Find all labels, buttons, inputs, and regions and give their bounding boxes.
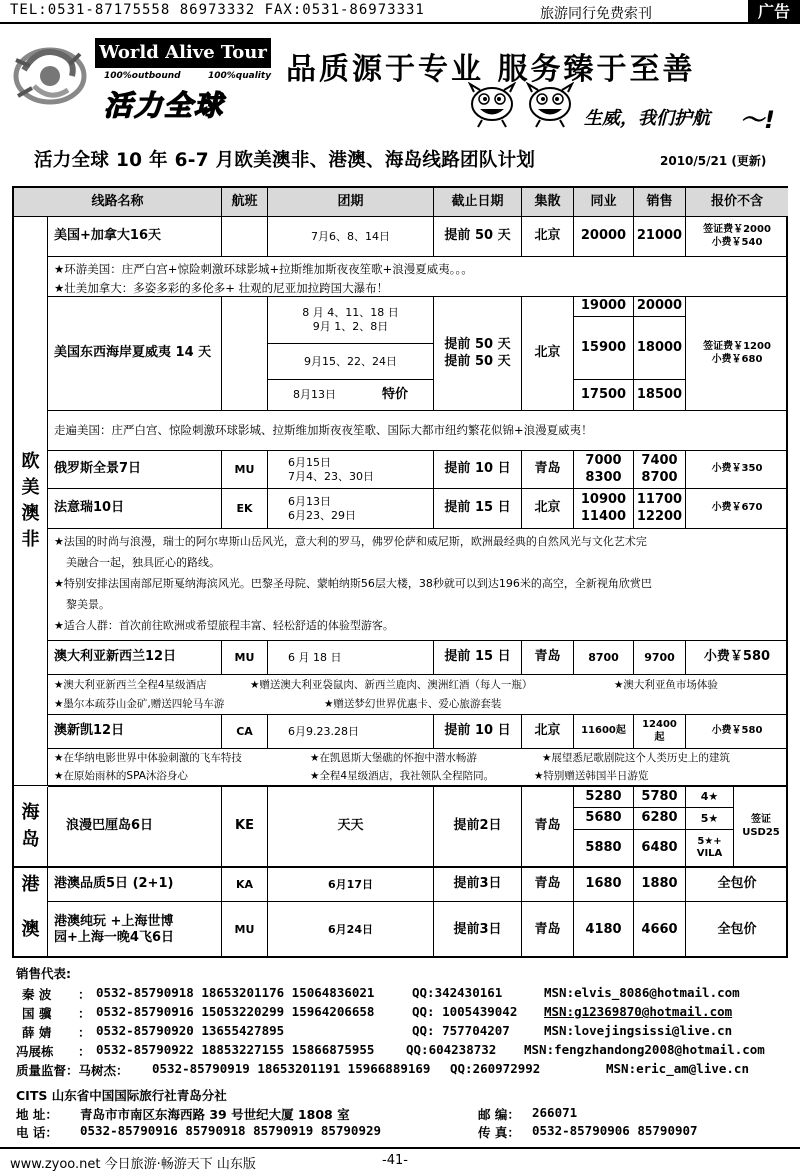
footer-website[interactable]: www.zyoo.net 今日旅游·畅游天下 山东版 <box>10 1157 256 1171</box>
main-slogan: 品质源于专业 服务臻于至善 <box>286 52 696 87</box>
contact-qq: QQ: 757704207 <box>412 1023 510 1038</box>
highlight-line <box>54 676 782 695</box>
route-peer-price: 1680 <box>574 868 634 902</box>
route-peer-price: 5680 <box>574 808 634 830</box>
special-price-tag: 特价 <box>381 386 408 402</box>
contact-name: 国 骥 <box>22 1006 52 1021</box>
supervisor-phones: 0532-85790919 18653201191 15966889169 <box>152 1061 431 1076</box>
route-exclusions: 签证 USD25 <box>734 787 788 868</box>
route-sale-price: 1880 <box>634 868 686 902</box>
route-exclusions: 签证费￥2000 小费￥540 <box>686 217 788 257</box>
route-highlights <box>48 749 788 787</box>
route-city: 北京 <box>522 715 574 749</box>
special-date: 8月13日 <box>292 388 336 402</box>
tiger-mascot-icon <box>524 82 576 128</box>
highlight-line <box>54 695 782 714</box>
route-city: 青岛 <box>522 787 574 868</box>
route-dates: 6月9.23.28日 <box>268 715 434 749</box>
region-island: 海 岛 <box>14 787 48 868</box>
contact-phone-sep: ： <box>78 987 91 1002</box>
tour-table <box>12 186 788 958</box>
logo-tagline-quality: 100%quality <box>208 71 272 81</box>
ad-badge: 广告 <box>748 0 800 24</box>
header-city: 集散 <box>522 188 574 217</box>
route-deadline: 提前2日 <box>434 787 522 868</box>
contact-name: 冯展栋 <box>16 1044 54 1059</box>
highlight-line <box>54 767 782 785</box>
route-flight: KA <box>222 868 268 902</box>
tiger-mascot-icon <box>466 82 518 128</box>
route-deadline: 提前 10 日 <box>434 715 522 749</box>
contact-qq: QQ:342430161 <box>412 985 503 1000</box>
route-peer-price: 8700 <box>574 641 634 675</box>
route-name: 港澳品质5日 (2+1) <box>48 868 222 902</box>
plan-date: 2010/5/21 (更新) <box>660 154 767 168</box>
route-highlights <box>48 411 788 451</box>
route-deadline: 提前 50 天 提前 50 天 <box>434 297 522 411</box>
highlight-line: ★壮美加拿大：多姿多彩的多伦多+ 壮观的尼亚加拉跨国大瀑布！ <box>54 281 389 295</box>
route-flight: CA <box>222 715 268 749</box>
route-flight: MU <box>222 902 268 958</box>
hotel-star-level: 4★ <box>686 787 734 808</box>
contact-phones: 0532-85790918 18653201176 15064836021 <box>96 985 375 1000</box>
route-flight: MU <box>222 451 268 489</box>
top-bar <box>0 0 800 24</box>
hotel-star-level: 5★ <box>686 808 734 830</box>
route-highlights <box>48 529 788 641</box>
company-logo-icon <box>10 40 90 110</box>
header-sale-price: 销售 <box>634 188 686 217</box>
route-name: 美国+加拿大16天 <box>48 217 222 257</box>
route-sale-price: 9700 <box>634 641 686 675</box>
route-city: 青岛 <box>522 868 574 902</box>
highlight-item: ★赠送澳大利亚袋鼠肉、新西兰鹿肉、澳洲红酒（每人一瓶） <box>250 679 533 691</box>
route-dates: 6月17日 <box>268 868 434 902</box>
highlight-item: ★澳大利亚新西兰全程4星级酒店 <box>54 679 207 691</box>
route-peer-price: 7000 8300 <box>574 451 634 489</box>
fax-label: 传 真： <box>478 1125 520 1140</box>
address-value: 青岛市市南区东海西路 39 号世纪大厦 1808 室 <box>80 1107 350 1122</box>
supervisor-qq: QQ:260972992 <box>450 1061 541 1076</box>
route-sale-price: 7400 8700 <box>634 451 686 489</box>
route-sale-price: 18500 <box>634 380 686 411</box>
route-name: 法意瑞10日 <box>48 489 222 529</box>
highlight-item: ★澳大利亚鱼市场体验 <box>614 679 718 691</box>
route-dates: 6 月 18 日 <box>268 641 434 675</box>
contact-msn[interactable]: MSN:elvis_8086@hotmail.com <box>544 985 740 1000</box>
route-exclusions: 小费￥580 <box>686 641 788 675</box>
route-flight <box>222 297 268 411</box>
highlight-item: ★墨尔本疏芬山金矿,赠送四轮马车游 <box>54 698 225 710</box>
route-dates: 6月15日 7月4、23、30日 <box>268 451 434 489</box>
highlight-line: ★适合人群：首次前往欧洲或希望旅程丰富、轻松舒适的体验型游客。 <box>54 619 394 632</box>
route-exclusions: 签证费￥1200 小费￥680 <box>686 297 788 411</box>
phone-row <box>16 1123 786 1142</box>
route-name: 美国东西海岸夏威夷 14 天 <box>48 297 222 411</box>
route-dates-special <box>268 380 434 411</box>
plan-title: 活力全球 10 年 6-7 月欧美澳非、港澳、海岛线路团队计划 <box>34 150 536 171</box>
contact-row <box>16 1004 786 1023</box>
sub-slogan-tilde: ～! <box>740 106 775 134</box>
route-exclusions: 小费￥350 <box>686 451 788 489</box>
contact-phones: 0532-85790916 15053220299 15964206658 <box>96 1004 375 1019</box>
contact-msn[interactable]: MSN:fengzhandong2008@hotmail.com <box>524 1042 765 1057</box>
route-peer-price: 17500 <box>574 380 634 411</box>
route-deadline: 提前3日 <box>434 902 522 958</box>
route-peer-price: 4180 <box>574 902 634 958</box>
supervisor-msn[interactable]: MSN:eric_am@live.cn <box>606 1061 749 1076</box>
region-hkmo: 港 <box>14 868 48 902</box>
route-peer-price: 5280 <box>574 787 634 808</box>
contact-phone-sep: ： <box>78 1006 91 1021</box>
route-peer-price: 5880 <box>574 830 634 868</box>
route-city: 北京 <box>522 297 574 411</box>
route-sale-price: 18000 <box>634 317 686 380</box>
route-name: 澳新凯12日 <box>48 715 222 749</box>
contacts-title: 销售代表: <box>16 966 71 981</box>
route-name: 俄罗斯全景7日 <box>48 451 222 489</box>
highlight-item: ★在凯恩斯大堡礁的怀抱中潜水畅游 <box>310 752 477 764</box>
contact-msn[interactable]: MSN:g12369870@hotmail.com <box>544 1004 733 1019</box>
route-peer-price: 15900 <box>574 317 634 380</box>
route-deadline: 提前 50 天 <box>434 217 522 257</box>
contact-name: 秦 波 <box>22 987 52 1002</box>
sub-slogan: 生威，我们护航 <box>584 108 710 129</box>
bottom-bar <box>0 1147 800 1171</box>
header-flight: 航班 <box>222 188 268 217</box>
route-exclusions: 全包价 <box>686 868 788 902</box>
route-exclusions: 全包价 <box>717 921 757 937</box>
route-dates: 6月13日 6月23、29日 <box>268 489 434 529</box>
highlight-line: 走遍美国：庄严白宫、惊险刺激环球影城、拉斯维加斯夜夜笙歌、国际大都市纽约繁花似锦+浪漫夏威夷！ <box>54 423 593 437</box>
route-exclusions: 小费￥670 <box>686 489 788 529</box>
contact-phones: 0532-85790920 13655427895 <box>96 1023 285 1038</box>
route-flight <box>222 217 268 257</box>
logo-wordmark: World Alive Tour <box>95 38 271 68</box>
highlight-line: ★环游美国：庄严白宫+惊险刺激环球影城+拉斯维加斯夜夜笙歌+浪漫夏威夷。。。 <box>54 262 473 276</box>
route-sale-price: 20000 <box>634 297 686 317</box>
route-highlights <box>48 675 788 715</box>
route-exclusions: 小费￥580 <box>686 715 788 749</box>
route-peer-price: 10900 11400 <box>574 489 634 529</box>
phone-value: 0532-85790916 85790918 85790919 85790929 <box>80 1123 382 1138</box>
route-peer-price: 11600起 <box>574 715 634 749</box>
route-peer-price: 19000 <box>574 297 634 317</box>
address-row <box>16 1105 786 1124</box>
route-sale-price: 5780 <box>634 787 686 808</box>
route-sale-price: 6480 <box>634 830 686 868</box>
route-sale-price: 21000 <box>634 217 686 257</box>
route-deadline: 提前 10 日 <box>434 451 522 489</box>
route-dates: 8 月 4、11、18 日 9月 1、2、8日 <box>268 297 434 344</box>
top-free-magazine: 旅游同行免费索刊 <box>540 6 652 22</box>
route-city: 北京 <box>522 217 574 257</box>
highlight-item: ★展望悉尼歌剧院这个人类历史上的建筑 <box>542 752 730 764</box>
header-route-name: 线路名称 <box>14 188 222 217</box>
route-city: 青岛 <box>522 451 574 489</box>
contact-msn[interactable]: MSN:lovejingsissi@live.cn <box>544 1023 733 1038</box>
route-name: 浪漫巴厘岛6日 <box>48 787 222 868</box>
route-flight: MU <box>222 641 268 675</box>
route-dates: 7月6、8、14日 <box>268 217 434 257</box>
highlight-item: ★赠送梦幻世界优惠卡、爱心旅游套装 <box>324 698 502 710</box>
supervisor-label: 质量监督：马树杰： <box>16 1063 129 1078</box>
region-hkmo: 澳 <box>14 902 48 958</box>
route-peer-price: 20000 <box>574 217 634 257</box>
header-exclusions: 报价不含 <box>686 188 788 217</box>
route-deadline: 提前3日 <box>434 868 522 902</box>
postcode-value: 266071 <box>532 1105 578 1120</box>
contact-qq: QQ: 1005439042 <box>412 1004 518 1019</box>
contact-row <box>16 1023 786 1042</box>
supervisor-row <box>16 1061 786 1080</box>
highlight-item: ★特别赠送韩国半日游览 <box>534 770 649 782</box>
contact-phone-sep: ： <box>78 1025 91 1040</box>
highlight-line: ★法国的时尚与浪漫，瑞士的阿尔卑斯山岳风光，意大利的罗马，佛罗伦萨和威尼斯，欧洲最经典的自然风光与文化艺术完 <box>54 535 647 548</box>
phone-label: 电 话： <box>16 1125 58 1140</box>
route-name: 港澳纯玩 +上海世博 园+上海一晚4飞6日 <box>48 902 222 958</box>
route-dates: 天天 <box>268 787 434 868</box>
route-name: 澳大利亚新西兰12日 <box>48 641 222 675</box>
contact-phone-sep: ： <box>78 1044 91 1059</box>
route-deadline: 提前 15 日 <box>434 489 522 529</box>
contact-phones: 0532-85790922 18853227155 15866875955 <box>96 1042 375 1057</box>
route-city: 北京 <box>522 489 574 529</box>
contact-name: 薛 婧 <box>22 1025 52 1040</box>
header-deadline: 截止日期 <box>434 188 522 217</box>
address-label: 地 址： <box>16 1107 58 1122</box>
route-flight: KE <box>222 787 268 868</box>
route-city: 青岛 <box>522 641 574 675</box>
route-highlights <box>48 257 788 297</box>
company-name: CITS 山东省中国国际旅行社青岛分社 <box>16 1088 227 1103</box>
top-phone-fax: TEL:0531-87175558 86973332 FAX:0531-86973331 <box>10 2 425 18</box>
route-sale-price: 6280 <box>634 808 686 830</box>
highlight-item: ★全程4星级酒店，我社领队全程陪同。 <box>310 770 495 782</box>
fax-value: 0532-85790906 85790907 <box>532 1123 698 1138</box>
route-flight: EK <box>222 489 268 529</box>
contact-row <box>16 985 786 1004</box>
route-sale-price: 4660 <box>634 902 686 958</box>
highlight-item: ★在华纳电影世界中体验刺激的飞车特技 <box>54 752 242 764</box>
highlight-line <box>54 749 782 767</box>
route-deadline: 提前 15 日 <box>434 641 522 675</box>
logo-tagline-outbound: 100%outbound <box>104 71 181 81</box>
header-dates: 团期 <box>268 188 434 217</box>
header-peer-price: 同业 <box>574 188 634 217</box>
route-dates: 6月24日 <box>268 902 434 958</box>
route-sale-price: 12400 起 <box>634 715 686 749</box>
route-dates: 9月15、22、24日 <box>268 344 434 380</box>
route-city: 青岛 <box>522 902 574 958</box>
logo-chinese-name: 活力全球 <box>104 89 225 122</box>
page-number: -41- <box>382 1153 408 1168</box>
highlight-item: ★在原始雨林的SPA沐浴身心 <box>54 770 188 782</box>
highlight-line: 黎美景。 <box>66 598 110 611</box>
hotel-star-level: 5★+ VILA <box>686 830 734 868</box>
contact-row <box>16 1042 786 1061</box>
highlight-line: 美融合一起，独具匠心的路线。 <box>66 556 220 569</box>
postcode-label: 邮 编： <box>478 1107 520 1122</box>
route-sale-price: 11700 12200 <box>634 489 686 529</box>
highlight-line: ★特别安排法国南部尼斯戛纳海滨风光。巴黎圣母院、蒙帕纳斯56层大楼，38秒就可以到达196米的高空，全新视角欣赏巴 <box>54 577 652 590</box>
contact-qq: QQ:604238732 <box>406 1042 497 1057</box>
region-euro-america-australia-africa: 欧 美 澳 非 <box>14 217 48 786</box>
